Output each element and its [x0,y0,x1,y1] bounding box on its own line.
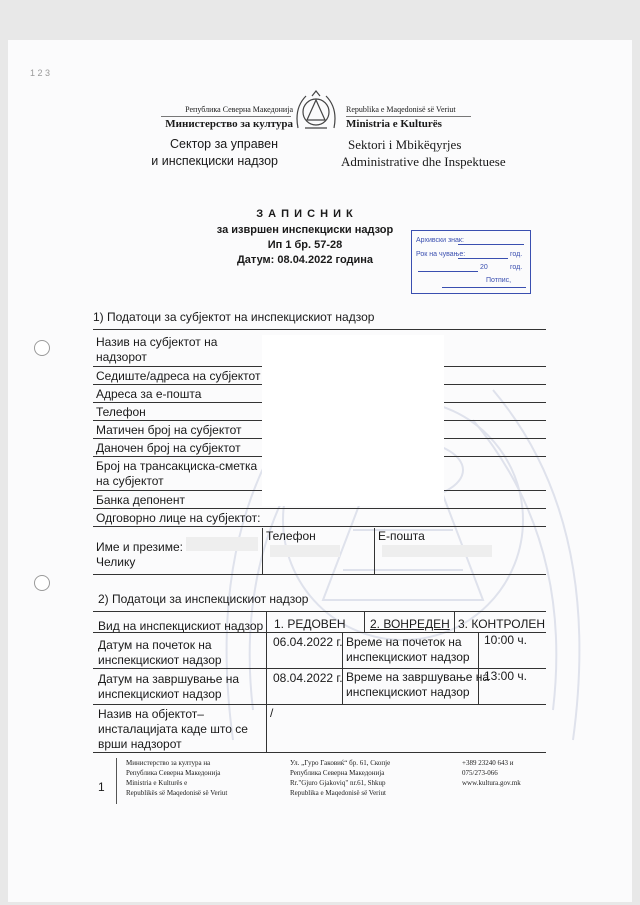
document-number: Ип 1 бр. 57-28 [267,239,343,251]
value-start-date: 06.04.2022 г. [273,635,343,649]
value-start-time: 10:00 ч. [484,633,527,647]
footer-col1 [126,758,227,798]
col-rule [266,704,267,752]
redacted-phone [270,545,340,557]
label-end-time-2: инспекцискиот надзор [346,685,470,699]
stamp-year-2: год. [510,264,523,271]
section2-rule [93,611,546,612]
header-rule-right [346,116,471,117]
label-end-date-1: Датум на завршување на [98,672,240,686]
sector-al-line1: Sektori i Mbikëqyrjes [348,137,462,152]
header-country-al: Republika e Maqedonisë së Veriut [346,105,456,114]
value-full-name: Челику [96,555,136,569]
footer-rule [116,758,117,804]
footer-col1-line4: Republikës së Maqedonisë së Veriut [126,789,228,797]
option-control: 3. КОНТРОЛЕН [458,617,546,631]
col-rule [266,668,267,704]
corner-mark: 1 2 3 [30,68,51,78]
label-start-time-1: Време на почеток на [346,635,462,649]
label-end-date-2: инспекцискиот надзор [98,687,222,701]
label-object-3: врши надзорот [98,737,182,751]
label-object-1: Назив на објектот– [98,707,204,721]
label-end-time-1: Време на завршување на [346,670,490,684]
stamp-signature: Потпис, [486,277,512,284]
footer-col2-line3: Rr."Gjuro Gjakoviq" nr.61, Shkup [290,779,386,787]
row-rule [93,704,546,705]
value-end-date: 08.04.2022 г. [273,671,343,685]
header-ministry-mk: Министерство за култура [165,118,293,130]
label-full-name: Име и презиме: [96,540,183,554]
row-rule [93,508,546,509]
document-subtitle: за извршен инспекциски надзор [216,224,394,236]
label-contact-email: Е-пошта [378,529,425,543]
label-start-date-2: инспекцискиот надзор [98,653,222,667]
label-phone: Телефон [96,405,146,419]
label-bank-account-1: Број на трансакциска-сметка [96,459,258,473]
col-rule [478,668,479,704]
redacted-subject-data [262,335,444,506]
col-rule [374,528,375,574]
label-bank-account-2: на субјектот [96,474,164,488]
label-start-time-2: инспекцискиот надзор [346,650,470,664]
footer-col3-line1: +389 23240 643 и [462,759,514,767]
punch-hole-top [34,340,50,356]
footer-col2-line1: Ул. „Гуро Гаковиќ“ бр. 61, Скопје [290,759,391,767]
value-end-time: 13:00 ч. [484,669,527,683]
footer-col1-line3: Ministria e Kulturës e [126,779,188,787]
col-rule [262,528,263,574]
punch-hole-bottom [34,575,50,591]
option-regular: 1. РЕДОВЕН [274,617,346,631]
row-rule [93,574,546,575]
col-rule [266,632,267,668]
sector-al-line2: Administrative dhe Inspektuese [341,154,506,169]
sector-mk-line1: Сектор за управен [170,137,278,151]
footer-col2-line4: Republika e Maqedonisë së Veriut [290,789,386,797]
col-rule [454,612,455,632]
label-seat-address: Седиште/адреса на субјектот [96,369,261,383]
document-title: З А П И С Н И К [256,208,354,220]
label-contact-phone: Телефон [266,529,316,543]
label-subject-name-1: Назив на субјектот на [96,335,218,349]
label-bank: Банка депонент [96,493,185,507]
coat-of-arms-icon [292,88,340,138]
redacted-name [186,537,258,551]
label-tax-number: Даночен број на субјектот [96,441,241,455]
redacted-email [382,545,492,557]
sector-mk-line2: и инспекциски надзор [151,154,278,168]
label-start-date-1: Датум на почеток на [98,638,212,652]
label-subject-name-2: надзорот [96,350,147,364]
col-rule [342,632,343,668]
header-rule-left [161,116,291,117]
footer-col3-line3: www.kultura.gov.mk [462,779,521,787]
option-extraordinary-selected: 2. ВОНРЕДЕН [370,617,450,631]
row-rule [93,526,546,527]
document-page [8,40,632,902]
footer-col1-line1: Министерство за култура на [126,759,211,767]
footer-col1-line2: Република Северна Македонија [126,769,221,777]
header-ministry-al: Ministria e Kulturës [346,118,442,130]
page-number: 1 [98,780,105,794]
col-rule [266,612,267,632]
row-rule [93,752,546,753]
archive-stamp [411,230,531,294]
stamp-line-archive: Архивски знак: [416,237,464,244]
stamp-year-1: год. [510,251,523,258]
section1-heading: 1) Податоци за субјектот на инспекцискиот надзор [93,310,375,324]
stamp-20: 20 [480,264,488,271]
col-rule [364,612,365,632]
document-date: Датум: 08.04.2022 година [236,254,374,266]
label-responsible-person: Одговорно лице на субјектот: [96,511,261,525]
value-object: / [270,706,274,720]
label-registration-number: Матичен број на субјектот [96,423,242,437]
footer-col2-line2: Република Северна Македонија [290,769,385,777]
section1-rule [93,329,546,330]
label-email-address: Адреса за е-пошта [96,387,202,401]
label-inspection-type: Вид на инспекцискиот надзор [98,619,264,633]
stamp-line-retention: Рок на чување: [416,251,466,258]
col-rule [478,632,479,668]
footer-col3-line2: 075/273-066 [462,769,498,777]
header-country-mk: Република Северна Македонија [185,105,293,114]
label-object-2: инсталацијата каде што се [98,722,248,736]
footer-col3 [462,758,521,788]
section2-heading: 2) Податоци за инспекцискиот надзор [98,592,309,606]
col-rule [342,668,343,704]
footer-col2 [290,758,390,798]
